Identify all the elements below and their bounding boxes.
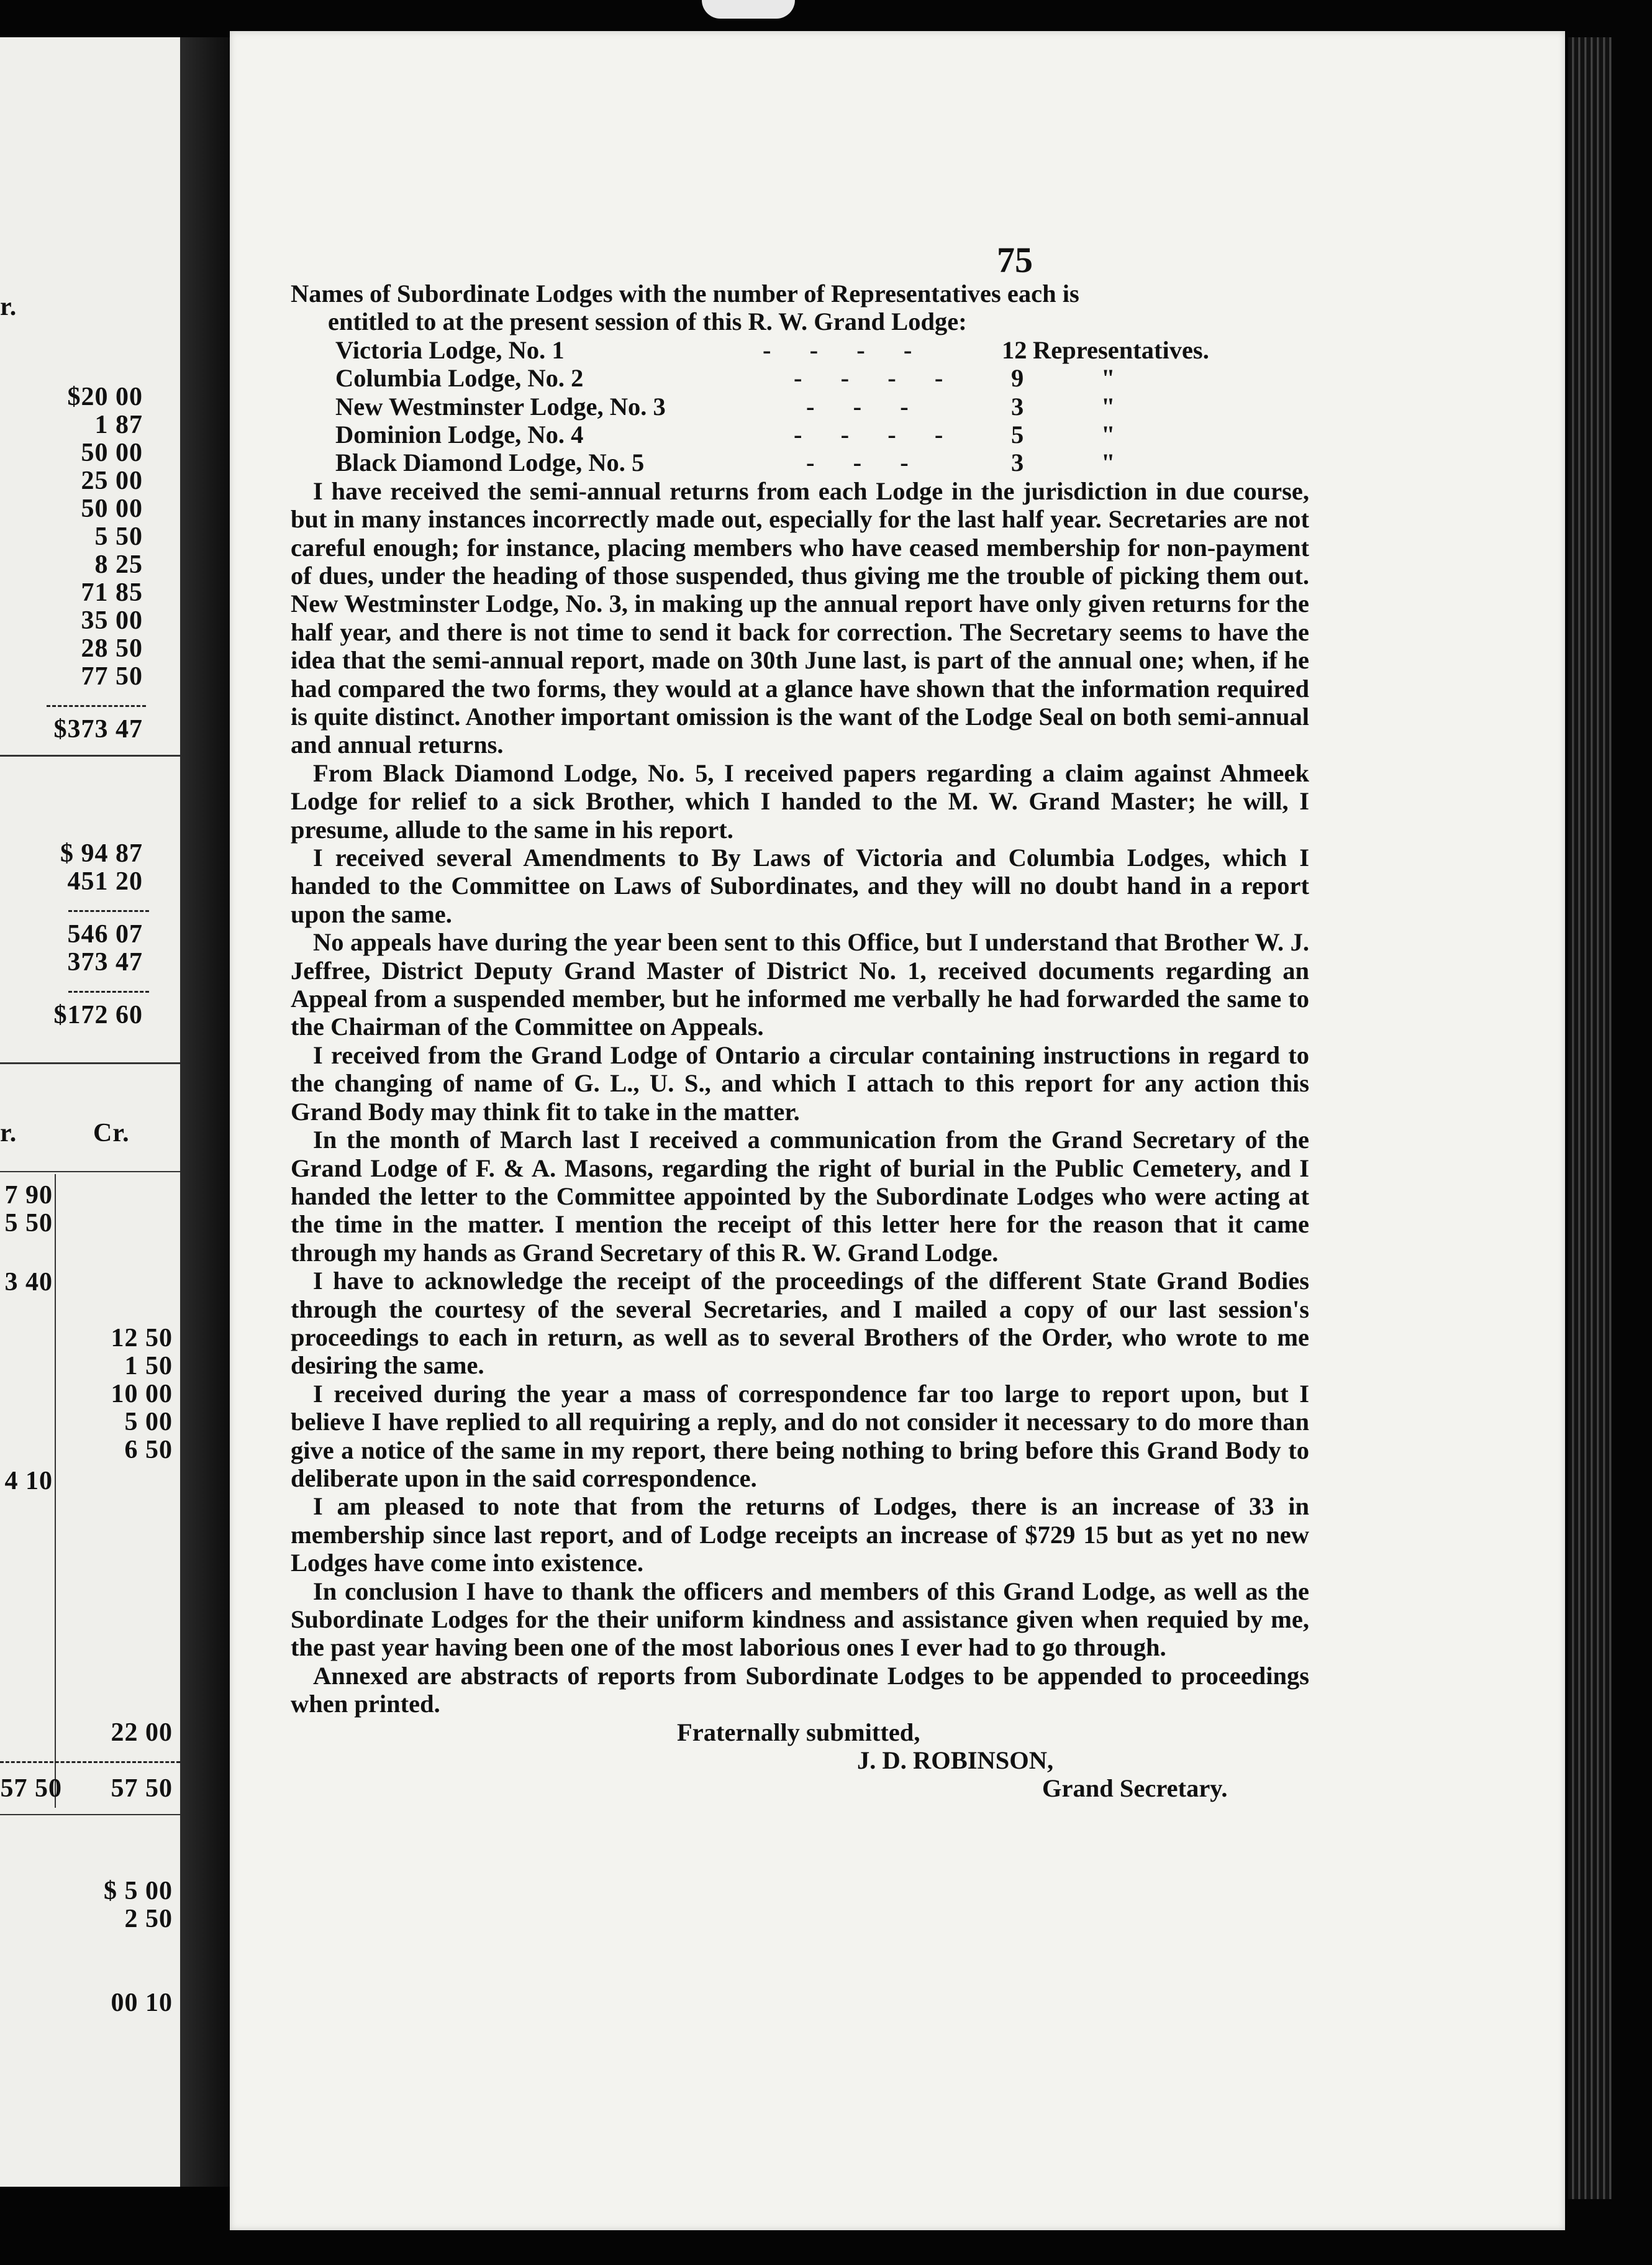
left-amount: 71 85 [81,578,143,607]
representative-count: 5 [1011,420,1024,449]
left-amount: 1 87 [94,411,143,439]
lodge-name: Black Diamond Lodge, No. 5 [335,449,645,477]
section-heading [291,280,1309,336]
lodge-row [291,421,1309,449]
left-amount: $ 94 87 [60,839,143,868]
leader-dashes: - - - [806,392,909,421]
report-paragraph: I received from the Grand Lodge of Ontario a circular containing instructions in regard to the changing of name of G. L., U. S., and which I attach to this report for any action this Grand Body may think fit to take in the matter. [291,1041,1309,1126]
ledger-header-rule [0,1171,180,1172]
left-amount: 8 25 [94,550,143,579]
ledger-cr-header: Cr. [93,1119,130,1147]
ledger-cr-value: 22 00 [111,1718,173,1747]
heading-line: Names of Subordinate Lodges with the number of Representatives each is [291,280,1079,308]
report-paragraph: I am pleased to note that from the returns of Lodges, there is an increase of 33 in membership since last report, and of Lodge receipts an increase of $729 15 but as yet no new Lodges have come into existence. [291,1492,1309,1577]
report-paragraph: I have received the semi-annual returns from each Lodge in the jurisdiction in due course, but in many instances incorrectly made out, especially for the last half year. Secretaries are not careful enough; for instance, placing members who have ceased membership for non-payment of dues, under the heading of those suspended, thus giving me the trouble of picking them out. New Westminster Lodge, No. 3, in making up the annual report have only given returns for the half year, and there is not time to send it back for correction. The Secretary seems to have the idea that the semi-annual report, made on 30th June last, is part of the annual one; when, if he had compared the two forms, they would at a glance have shown that the information required is quite distinct. Another important omission is the want of the Lodge Seal on both semi-annual and annual returns. [291,476,1309,759]
page-number: 75 [997,240,1033,280]
ledger-cr-value: 6 50 [124,1436,173,1464]
ledger-cr-value: 10 00 [111,1380,173,1408]
sum-rule [68,910,149,912]
lodge-name: Dominion Lodge, No. 4 [335,420,584,449]
ledger-dr-value: 7 90 [4,1181,53,1210]
left-amount: 2 50 [124,1905,173,1933]
left-facing-page [0,37,180,2187]
left-amount: $20 00 [67,383,143,411]
lodge-row [291,393,1309,421]
left-amount: 451 20 [67,867,143,896]
left-amount: 373 47 [67,948,143,977]
lodge-row [291,336,1309,364]
book-gutter [180,37,236,2187]
report-paragraph: No appeals have during the year been sent to this Office, but I understand that Brother W. J. Jeffree, District Deputy Grand Master of District No. 1, received documents regarding an Appeal from a suspended member, but he informed me verbally he had forwarded the same to the Chairman of the Committee on Appeals. [291,928,1309,1041]
left-total: $373 47 [53,715,143,744]
divider-rule [0,1062,180,1064]
closing-phrase: Fraternally submitted, [677,1718,920,1746]
lodge-representatives-list [291,336,1309,477]
signature-block [291,1718,1309,1805]
ledger-dr-value: 4 10 [4,1467,53,1495]
representative-count: 9 [1011,364,1024,393]
report-paragraph: I received during the year a mass of correspondence far too large to report upon, but I believe I have replied to all requiring a reply, and do not consider it necessary to do more than give a notice of the same in my report, there being nothing to bring before this Grand Body to deliberate upon in the said correspondence. [291,1379,1309,1492]
left-amount: $ 5 00 [104,1877,173,1905]
leader-dashes: - - - [806,449,909,477]
representative-unit: " [1101,364,1115,393]
left-amount: 50 00 [81,494,143,523]
leader-dashes: - - - - [794,364,943,393]
left-amount: 546 07 [67,920,143,949]
ledger-cr-value: 1 50 [124,1352,173,1380]
left-total: $172 60 [53,1001,143,1029]
representative-unit: " [1101,449,1115,477]
left-fragment-text: r. [0,293,17,321]
left-amount: 35 00 [81,606,143,635]
left-amount: 5 50 [94,522,143,551]
leader-dashes: - - - - [763,335,912,364]
left-amount: 28 50 [81,634,143,663]
lodge-name: New Westminster Lodge, No. 3 [335,392,666,421]
report-paragraph: I have to acknowledge the receipt of the proceedings of the different State Grand Bodies through the courtesy of the several Secretaries, and I mailed a copy of our last session's proceedings to each in return, as well as to several Brothers of the Order, who wrote to me desiring the same. [291,1267,1309,1380]
representative-unit: " [1101,420,1115,449]
left-amount: 25 00 [81,467,143,495]
ledger-cr-value: 5 00 [124,1408,173,1436]
ledger-total-cr: 57 50 [111,1774,173,1803]
representative-count: 12 [1002,335,1027,364]
page-content [291,280,1309,1805]
ledger-dr-value: 3 40 [4,1268,53,1297]
sum-rule [68,991,149,993]
signer-title: Grand Secretary. [1042,1774,1228,1802]
ledger-dr-header: r. [0,1119,17,1147]
signer-name: J. D. ROBINSON, [857,1746,1054,1774]
report-paragraph: Annexed are abstracts of reports from Subordinate Lodges to be appended to proceedings when printed. [291,1661,1309,1718]
ledger-total-dr: 57 50 [0,1774,62,1803]
report-paragraph: From Black Diamond Lodge, No. 5, I received papers regarding a claim against Ahmeek Lodge for relief to a sick Brother, which I handed to the M. W. Grand Master; he will, I presume, allude to the same in his report. [291,759,1309,844]
left-amount: 50 00 [81,439,143,467]
lodge-name: Columbia Lodge, No. 2 [335,364,584,393]
divider-rule [0,1814,180,1815]
ledger-dr-value: 5 50 [4,1209,53,1237]
representative-unit: " [1101,392,1115,421]
left-amount: 00 10 [111,1989,173,2017]
divider-rule [0,755,180,757]
ledger-column-rule [55,1174,56,1808]
left-amount: 77 50 [81,662,143,691]
report-paragraph: In conclusion I have to thank the officers and members of this Grand Lodge, as well as the Subordinate Lodges for the their uniform kindness and assistance given when requied by me, the past year having been one of the most laborious ones I ever had to go through. [291,1577,1309,1662]
sum-rule [0,1761,180,1763]
lodge-name: Victoria Lodge, No. 1 [335,335,565,364]
sum-rule [47,705,146,707]
lodge-row [291,449,1309,476]
representative-count: 3 [1011,449,1024,477]
representative-count: 3 [1011,392,1024,421]
book-page-edges [1568,37,1612,2199]
report-paragraph: In the month of March last I received a communication from the Grand Secretary of the Grand Lodge of F. & A. Masons, regarding the right of burial in the Public Cemetery, and I handed the letter to the Committee appointed by the Subordinate Lodges who were acting at the time in the matter. I mention the receipt of this letter here for the reason that it came through my hands as Grand Secretary of this R. W. Grand Lodge. [291,1126,1309,1267]
leader-dashes: - - - - [794,420,943,449]
lodge-row [291,364,1309,392]
page-edge-smudge [702,0,795,19]
ledger-cr-value: 12 50 [111,1324,173,1352]
representative-unit: Representatives. [1033,335,1209,364]
report-paragraph: I received several Amendments to By Laws of Victoria and Columbia Lodges, which I handed to the Committee on Laws of Subordinates, and they will no doubt hand in a report upon the same. [291,844,1309,928]
heading-line: entitled to at the present session of this R. W. Grand Lodge: [328,308,967,336]
